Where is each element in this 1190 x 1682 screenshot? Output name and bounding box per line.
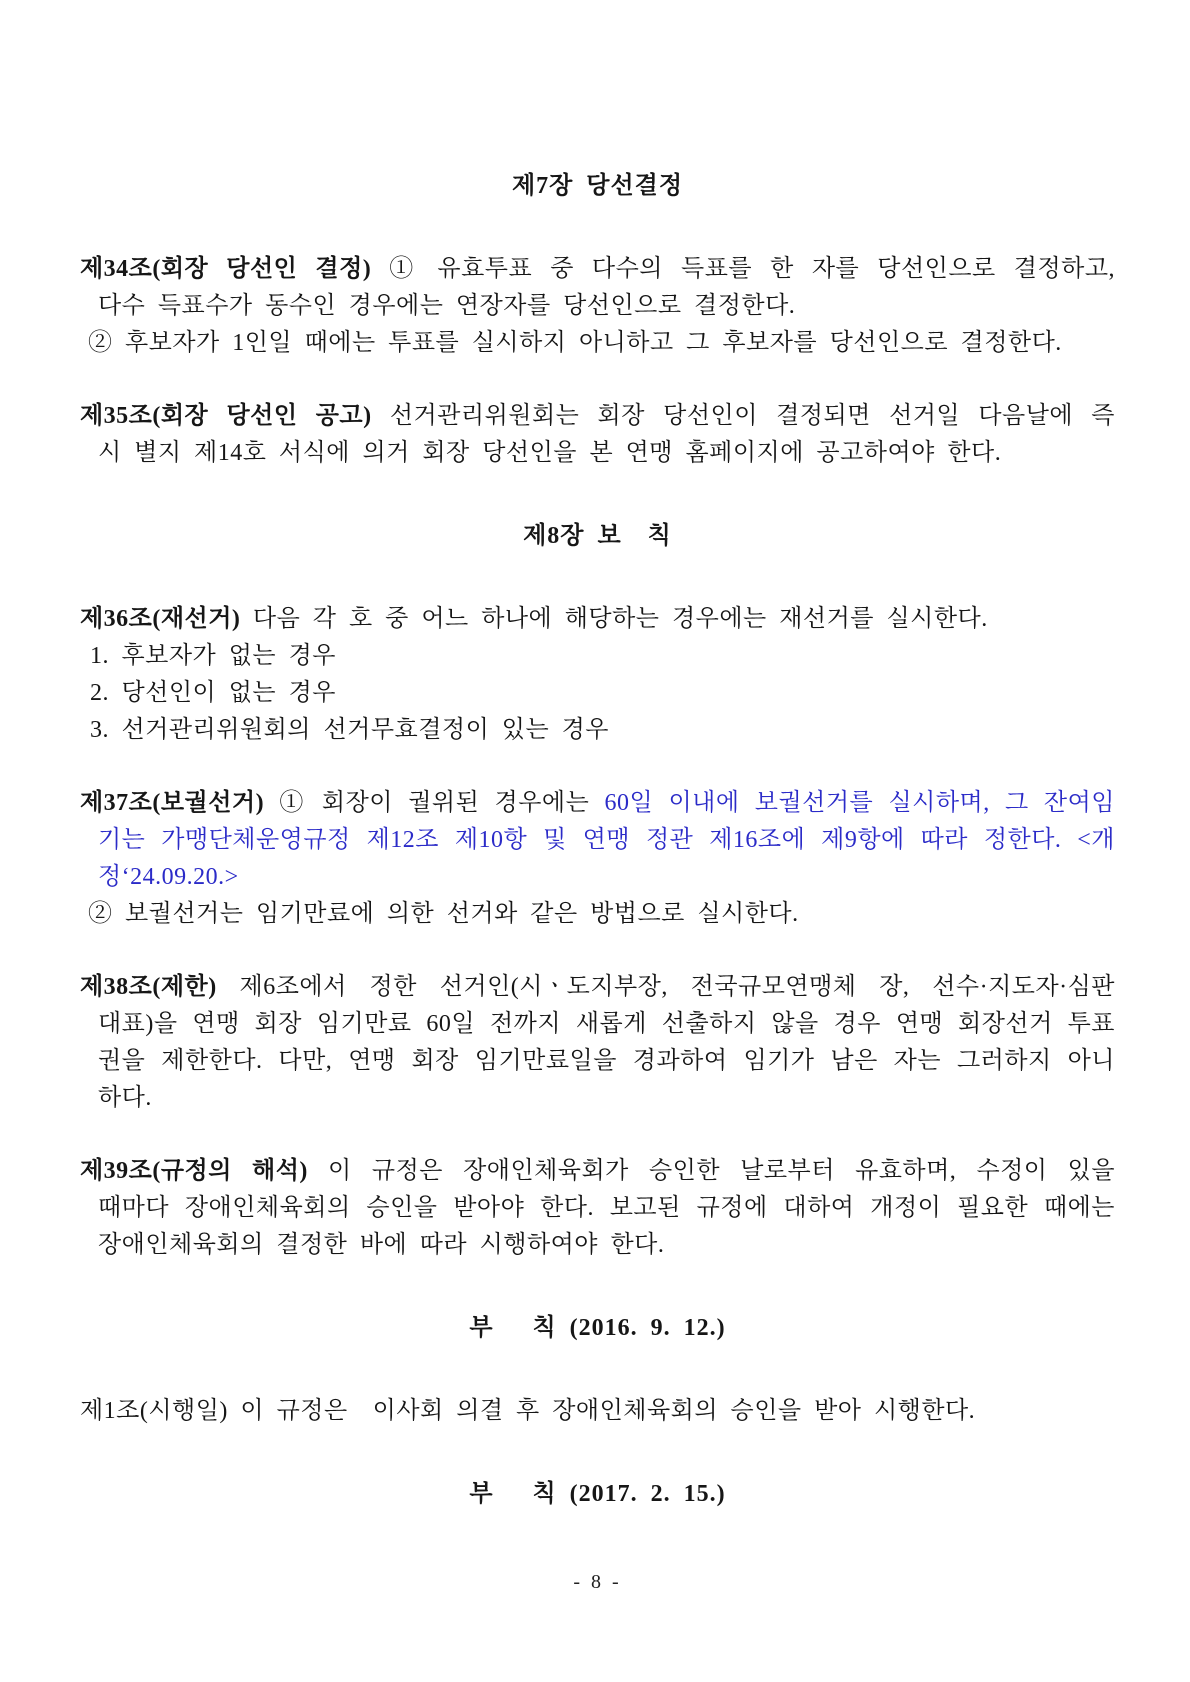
body-text: 하다.: [98, 1085, 152, 1111]
article-38-line: [80, 1080, 1115, 1117]
body-text: 제1조(시행일) 이 규정은 이사회 의결 후 장애인체육회의 승인을 받아 시행한다.: [80, 1398, 976, 1424]
chapter-8-heading: 제8장 보 칙: [523, 523, 672, 549]
article-39-line: [80, 1153, 1115, 1190]
body-text: ① 회장이 궐위된 경우에는: [264, 790, 605, 816]
page-number: - 8 -: [573, 1571, 622, 1593]
body-text: ① 유효투표 중 다수의 득표를 한 자를 당선인으로 결정하고,: [371, 256, 1116, 282]
article-36-line: [80, 712, 1115, 749]
body-text: 이 규정은 장애인체육회가 승인한 날로부터 유효하며, 수정이 있을: [307, 1158, 1115, 1184]
article-title-text: 제39조(규정의 해석): [80, 1158, 308, 1184]
article-38: [80, 969, 1115, 1117]
article-36-line: [80, 675, 1115, 712]
addendum-2016-heading: 부 칙 (2016. 9. 12.): [469, 1315, 726, 1341]
article-38-line: [80, 1043, 1115, 1080]
article-title-text: 제35조(회장 당선인 공고): [80, 403, 372, 429]
body-text: ② 보궐선거는 임기만료에 의한 선거와 같은 방법으로 실시한다.: [88, 901, 799, 927]
amended-text: 정‘24.09.20.>: [98, 864, 239, 890]
article-34: [80, 251, 1115, 362]
article-35-line: [80, 398, 1115, 435]
addendum-article-1-line: [80, 1393, 1115, 1430]
article-title-text: 제38조(제한): [80, 974, 217, 1000]
chapter-7-heading: 제7장 당선결정: [511, 173, 684, 199]
article-38-line: [80, 1006, 1115, 1043]
article-38-line: [80, 969, 1115, 1006]
body-text: 대표)을 연맹 회장 임기만료 60일 전까지 새롭게 선출하지 않을 경우 연맹 회장선거 투표: [98, 1011, 1115, 1037]
article-36: [80, 601, 1115, 749]
body-text: ② 후보자가 1인일 때에는 투표를 실시하지 아니하고 그 후보자를 당선인으로 결정한다.: [88, 330, 1062, 356]
body-text: 장애인체육회의 결정한 바에 따라 시행하여야 한다.: [98, 1232, 665, 1258]
article-36-line: [80, 601, 1115, 638]
article-37: [80, 785, 1115, 933]
article-34-line: [80, 251, 1115, 288]
body-text: 2. 당선인이 없는 경우: [90, 680, 336, 706]
body-text: 권을 제한한다. 다만, 연맹 회장 임기만료일을 경과하여 임기가 남은 자는 그러하지 아니: [98, 1048, 1115, 1074]
body-text: 때마다 장애인체육회의 승인을 받아야 한다. 보고된 규정에 대하여 개정이 필요한 때에는: [98, 1195, 1115, 1221]
addendum-2017-heading: 부 칙 (2017. 2. 15.): [469, 1481, 726, 1507]
amended-text: 60일 이내에 보궐선거를 실시하며, 그 잔여임: [604, 790, 1115, 816]
body-text: 다음 각 호 중 어느 하나에 해당하는 경우에는 재선거를 실시한다.: [240, 606, 988, 632]
article-title-text: 제34조(회장 당선인 결정): [80, 256, 372, 282]
article-39-line: [80, 1227, 1115, 1264]
article-36-line: [80, 638, 1115, 675]
article-title-text: 제36조(재선거): [80, 606, 241, 632]
article-35: [80, 398, 1115, 472]
article-37-line: [80, 785, 1115, 822]
body-text: 1. 후보자가 없는 경우: [90, 643, 336, 669]
article-39-line: [80, 1190, 1115, 1227]
body-text: 다수 득표수가 동수인 경우에는 연장자를 당선인으로 결정한다.: [98, 293, 796, 319]
body-text: 시 별지 제14호 서식에 의거 회장 당선인을 본 연맹 홈페이지에 공고하여야 한다.: [98, 440, 1002, 466]
amended-text: 기는 가맹단체운영규정 제12조 제10항 및 연맹 정관 제16조에 제9항에 따라 정한다. <개: [98, 827, 1115, 853]
body-text: 선거관리위원회는 회장 당선인이 결정되면 선거일 다음날에 즉: [371, 403, 1115, 429]
article-35-line: [80, 435, 1115, 472]
article-34-line: [80, 288, 1115, 325]
article-37-line: [80, 822, 1115, 859]
body-text: 3. 선거관리위원회의 선거무효결정이 있는 경우: [90, 717, 609, 743]
document-content: [80, 168, 1115, 1513]
article-37-line: [80, 896, 1115, 933]
body-text: 제6조에서 정한 선거인(시ㆍ도지부장, 전국규모연맹체 장, 선수·지도자·심판: [216, 974, 1115, 1000]
article-title-text: 제37조(보궐선거): [80, 790, 265, 816]
article-37-line: [80, 859, 1115, 896]
article-34-line: [80, 325, 1115, 362]
addendum-article-1: [80, 1393, 1115, 1430]
article-39: [80, 1153, 1115, 1264]
